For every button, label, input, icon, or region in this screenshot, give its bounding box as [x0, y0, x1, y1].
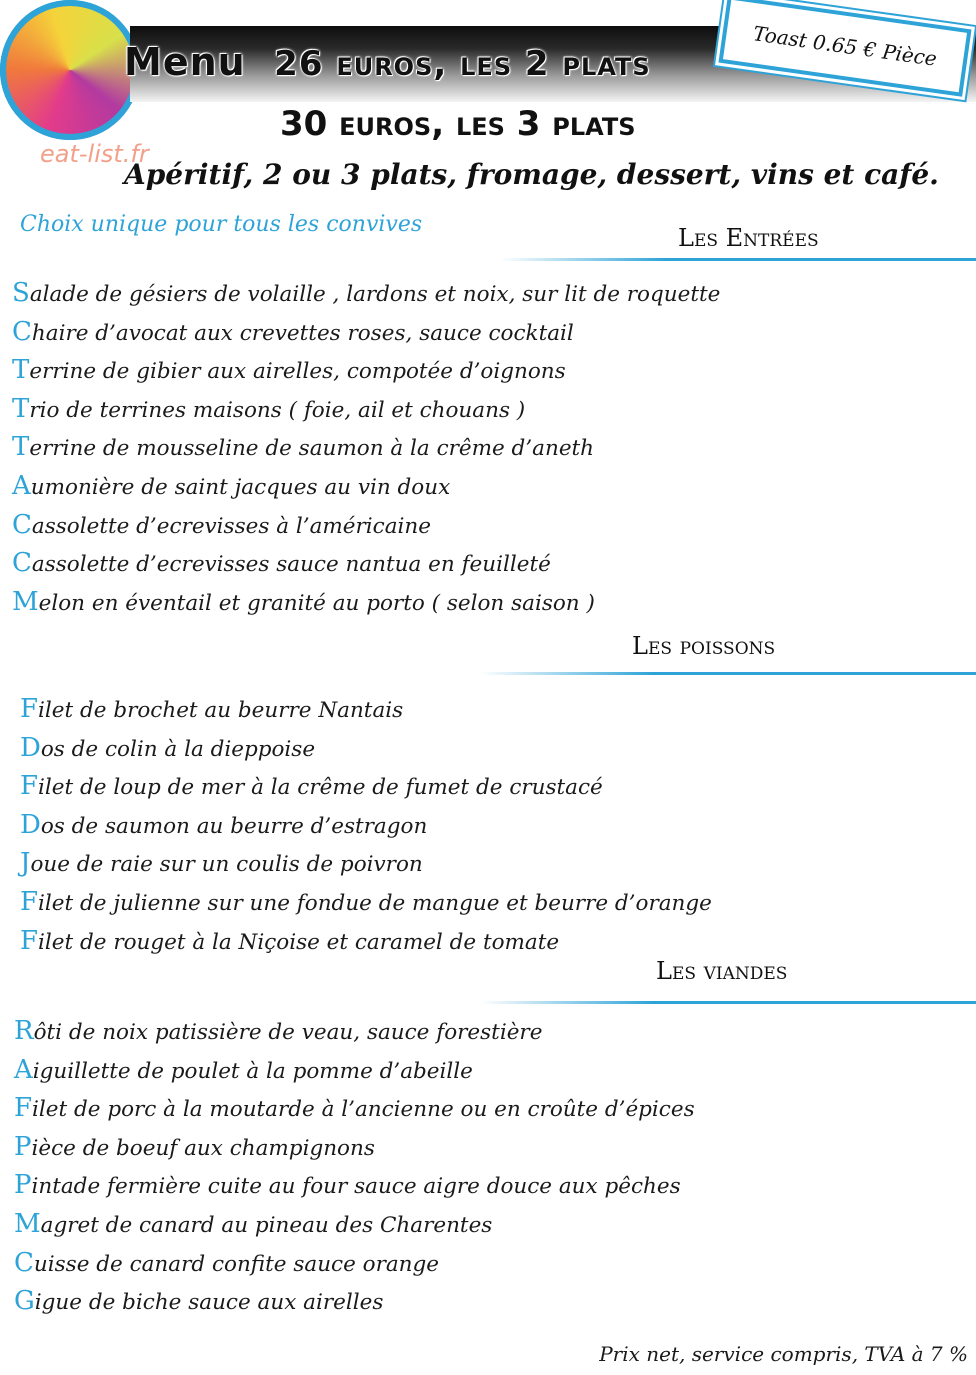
menu-item-initial: M	[12, 586, 39, 617]
menu-item-text: agret de canard au pineau des Charentes	[40, 1212, 493, 1238]
menu-item-text: ôti de noix patissière de veau, sauce forestière	[33, 1020, 543, 1045]
menu-item	[20, 844, 712, 883]
price-line-2: 30 euros, les 3 plats	[280, 104, 636, 144]
menu-word: Menu	[124, 40, 246, 84]
menu-item	[14, 1244, 695, 1283]
menu-item-initial: F	[20, 771, 39, 802]
menu-item	[14, 1205, 695, 1244]
menu-item-text: os de saumon au beurre d’estragon	[40, 813, 428, 839]
menu-item	[12, 274, 720, 313]
menu-item-initial: P	[14, 1170, 32, 1201]
section-rule-entrees	[500, 258, 976, 261]
menu-item	[12, 544, 720, 583]
choice-note: Choix unique pour tous les convives	[20, 212, 423, 237]
entrees-list	[12, 274, 720, 621]
logo-circle	[0, 0, 140, 140]
menu-item	[12, 506, 720, 545]
menu-item	[14, 1051, 695, 1090]
menu-item	[20, 883, 712, 922]
poissons-list	[20, 690, 712, 960]
menu-item-text: errine de mousseline de saumon à la crême d’aneth	[29, 436, 595, 462]
menu-intro: Apéritif, 2 ou 3 plats, fromage, dessert, vins et café.	[124, 158, 939, 191]
menu-item	[12, 583, 720, 622]
menu-item-text: umonière de saint jacques au vin doux	[30, 474, 451, 500]
menu-item-text: ilet de julienne sur une fondue de mangue et beurre d’orange	[38, 890, 712, 916]
menu-item-initial: D	[20, 809, 41, 840]
menu-item	[20, 690, 712, 729]
menu-item-initial: J	[20, 848, 31, 879]
menu-item-initial: S	[12, 278, 30, 308]
menu-item-text: oue de raie sur un coulis de poivron	[30, 852, 423, 878]
menu-item-initial: F	[14, 1093, 33, 1124]
menu-item	[14, 1128, 695, 1167]
menu-item-initial: A	[12, 470, 31, 501]
menu-item	[14, 1012, 695, 1051]
menu-item-text: rio de terrines maisons ( foie, ail et chouans )	[29, 397, 526, 423]
menu-item	[20, 922, 712, 961]
menu-item	[12, 313, 720, 352]
menu-item	[12, 351, 720, 390]
menu-item-initial: P	[14, 1131, 32, 1162]
menu-item	[20, 729, 712, 768]
menu-item-text: ilet de rouget à la Niçoise et caramel de tomate	[38, 929, 560, 955]
menu-item-initial: R	[14, 1016, 34, 1046]
menu-item-initial: F	[20, 925, 39, 956]
menu-item	[12, 428, 720, 467]
menu-item-initial: T	[12, 393, 30, 424]
menu-item-text: iguillette de poulet à la pomme d’abeille	[32, 1058, 473, 1084]
menu-item-initial: C	[12, 509, 32, 540]
menu-item-initial: A	[14, 1054, 33, 1085]
menu-title	[124, 40, 651, 84]
menu-item-initial: G	[14, 1286, 35, 1317]
section-rule-viandes	[480, 1001, 976, 1004]
menu-item	[12, 390, 720, 429]
price-footer: Prix net, service compris, TVA à 7 %	[599, 1342, 968, 1366]
menu-item	[20, 767, 712, 806]
menu-item	[14, 1282, 695, 1321]
menu-item	[12, 467, 720, 506]
menu-item-text: ilet de porc à la moutarde à l’ancienne ou en croûte d’épices	[32, 1097, 695, 1123]
menu-item-text: intade fermière cuite au four sauce aigre douce aux pêches	[31, 1174, 681, 1200]
menu-item-initial: F	[20, 694, 39, 724]
viandes-list	[14, 1012, 695, 1321]
menu-item-text: assolette d’ecrevisses sauce nantua en feuilleté	[31, 552, 551, 578]
menu-item-text: haire d’avocat aux crevettes roses, sauce cocktail	[31, 320, 574, 346]
menu-item-text: os de colin à la dieppoise	[40, 736, 316, 762]
price-line-1: 26 euros, les 2 plats	[274, 44, 651, 84]
section-rule-poissons	[480, 672, 976, 675]
menu-item-text: elon en éventail et granité au porto ( selon saison )	[38, 590, 595, 616]
menu-item-text: uisse de canard confite sauce orange	[33, 1251, 440, 1277]
menu-item	[14, 1166, 695, 1205]
menu-item-initial: T	[12, 432, 30, 463]
menu-item	[14, 1089, 695, 1128]
menu-item-text: ilet de loup de mer à la crême de fumet de crustacé	[38, 775, 603, 801]
section-title-poissons: Les poissons	[632, 632, 776, 660]
menu-item-text: assolette d’ecrevisses à l’américaine	[31, 513, 431, 539]
menu-item-initial: D	[20, 732, 41, 763]
section-title-entrees: Les Entrées	[678, 224, 819, 252]
menu-item-text: errine de gibier aux airelles, compotée d’oignons	[29, 359, 566, 385]
menu-item-text: ilet de brochet au beurre Nantais	[38, 698, 404, 723]
section-title-viandes: Les viandes	[656, 957, 788, 985]
menu-item-initial: M	[14, 1208, 41, 1239]
menu-item-text: igue de biche sauce aux airelles	[34, 1290, 384, 1316]
menu-item-text: alade de gésiers de volaille , lardons et noix, sur lit de roquette	[29, 282, 721, 307]
menu-item-initial: C	[14, 1247, 34, 1278]
menu-item-initial: T	[12, 355, 30, 386]
menu-item-text: ièce de boeuf aux champignons	[31, 1135, 375, 1161]
menu-item-initial: F	[20, 886, 39, 917]
menu-item	[20, 806, 712, 845]
menu-item-initial: C	[12, 548, 32, 579]
toast-price-label: Toast 0.65 € Pièce	[751, 21, 939, 71]
brand-watermark: eat-list.fr	[40, 140, 149, 168]
menu-item-initial: C	[12, 316, 32, 347]
